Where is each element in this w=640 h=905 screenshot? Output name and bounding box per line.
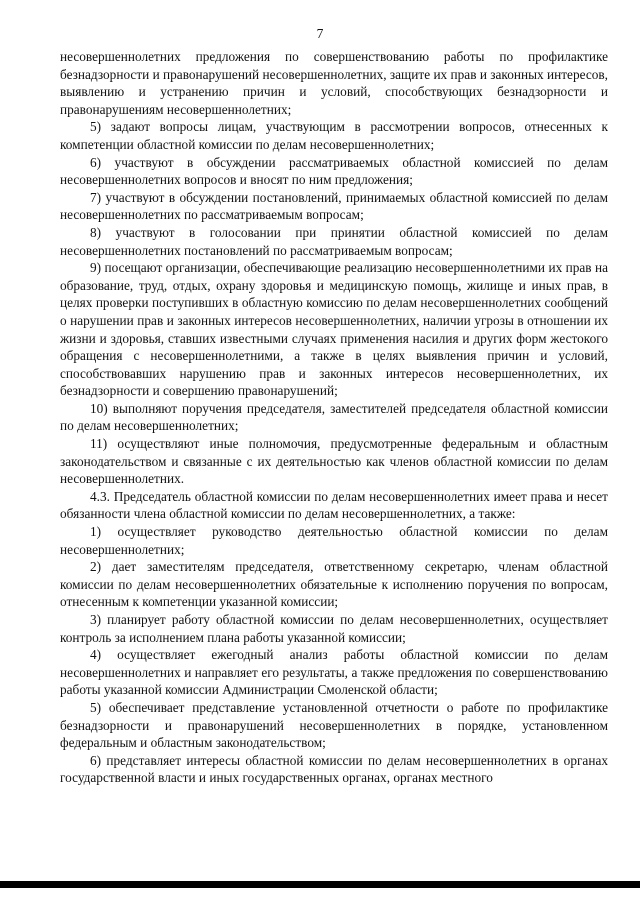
paragraph-item-6: 6) участвуют в обсуждении рассматриваемых областной комиссией по делам несовершеннолетних вопросов и вносят по ним предложения; <box>60 154 608 188</box>
page-bottom-border <box>0 881 640 888</box>
paragraph-item-11: 11) осуществляют иные полномочия, предусмотренные федеральным и областным законодательством и связанные с их деятельностью как членов областной комиссии по делам несовершеннолетних. <box>60 436 608 487</box>
paragraph-item-5: 5) задают вопросы лицам, участвующим в рассмотрении вопросов, отнесенных к компетенции областной комиссии по делам несовершеннолетних; <box>60 119 608 152</box>
paragraph-item-10: 10) выполняют поручения председателя, заместителей председателя областной комиссии по делам несовершеннолетних; <box>60 400 608 434</box>
paragraph-continuation: несовершеннолетних предложения по совершенствованию работы по профилактике безнадзорности и правонарушений несовершеннолетних, защите их прав и законных интересов, выявлению и устранению причин и условий, способствующих безнадзорности и правонарушениям несовершеннолетних; <box>60 49 608 117</box>
paragraph-chair-item-1: 1) осуществляет руководство деятельностью областной комиссии по делам несовершеннолетних; <box>60 524 608 557</box>
paragraph-chair-item-3: 3) планирует работу областной комиссии по делам несовершеннолетних, осуществляет контроль за исполнением плана работы указанной комиссии; <box>60 612 608 645</box>
document-body <box>60 48 608 787</box>
paragraph-item-7: 7) участвуют в обсуждении постановлений, принимаемых областной комиссией по делам несовершеннолетних по рассматриваемым вопросам; <box>60 189 608 223</box>
paragraph-section-4-3: 4.3. Председатель областной комиссии по делам несовершеннолетних имеет права и несет обязанности члена областной комиссии по делам несовершеннолетних, а также: <box>60 488 608 522</box>
paragraph-chair-item-6: 6) представляет интересы областной комиссии по делам несовершеннолетних в органах государственной власти и иных государственных органах, органах местного <box>60 752 608 786</box>
page-number: 7 <box>316 26 324 41</box>
paragraph-chair-item-2: 2) дает заместителям председателя, ответственному секретарю, членам областной комиссии по делам несовершеннолетних обязательные к исполнению поручения по вопросам, отнесенным к компетенции указанной комиссии; <box>60 559 608 610</box>
paragraph-item-8: 8) участвуют в голосовании при принятии областной комиссией по делам несовершеннолетних постановлений по рассматриваемым вопросам; <box>60 224 608 258</box>
paragraph-chair-item-5: 5) обеспечивает представление установленной отчетности о работе по профилактике безнадзорности и правонарушений несовершеннолетних в порядке, установленном федеральным и областным законодательством; <box>60 699 608 751</box>
paragraph-item-9: 9) посещают организации, обеспечивающие реализацию несовершеннолетними их прав на образование, труд, отдых, охрану здоровья и медицинскую помощь, жилище и иных прав, в целях проверки поступивших в областную комиссию по делам несовершеннолетних сообщений о нарушении прав и законных интересов несовершеннолетних, наличии угрозы в отношении их жизни и здоровья, ставших известными случаях применения насилия и других форм жестокого обращения с несовершеннолетними, а также в целях выявления причин и условий, способствовавших нарушению прав и законных интересов несовершеннолетних, их безнадзорности и совершению правонарушений; <box>60 260 608 399</box>
paragraph-chair-item-4: 4) осуществляет ежегодный анализ работы областной комиссии по делам несовершеннолетних и направляет его результаты, а также предложения по совершенствованию работы указанной комиссии Администрации Смоленской области; <box>60 647 608 698</box>
